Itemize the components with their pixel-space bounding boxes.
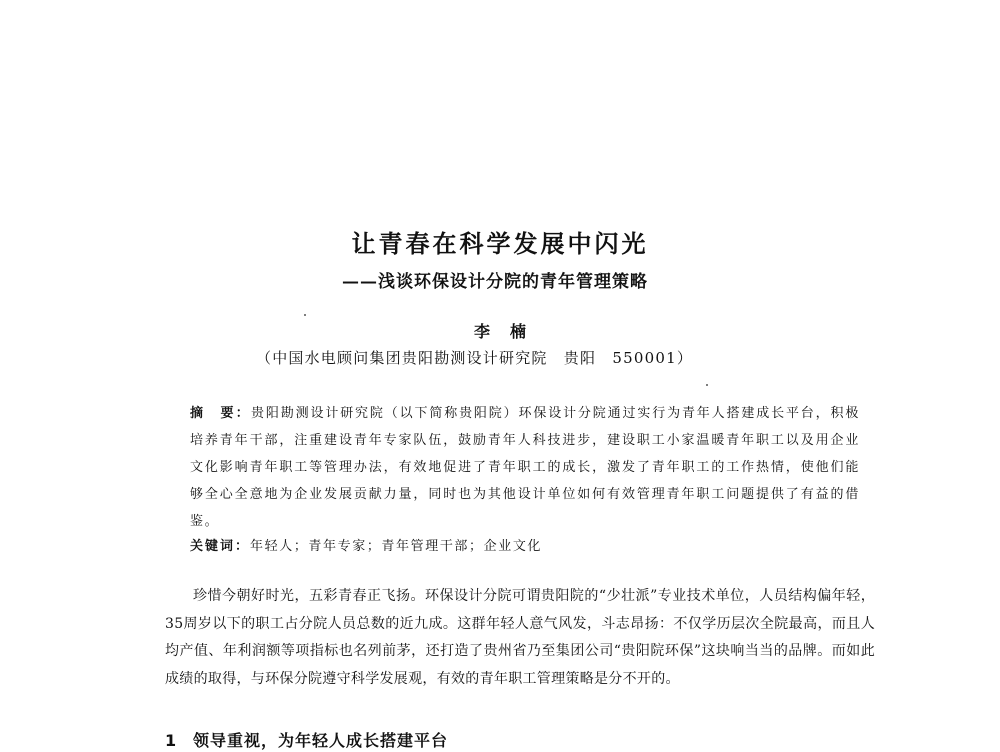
author-affiliation: （中国水电顾问集团贵阳勘测设计研究院 贵阳 550001） (256, 349, 694, 367)
abstract-label: 摘 要： (190, 406, 252, 421)
abstract-text: 贵阳勘测设计研究院（以下简称贵阳院）环保设计分院通过实行为青年人搭建成长平台，积极培养青年干部，注重建设青年专家队伍，鼓励青年人科技进步，建设职工小家温暖青年职工以及用企业文化影响青年职工等管理办法，有效地促进了青年职工的成长，激发了青年职工的工作热情，使他们能够全心全意地为企业发展贡献力量，同时也为其他设计单位如何有效管理青年职工问题提供了有益的借鉴。 (190, 406, 860, 529)
section-number: 1 (165, 731, 178, 750)
keywords-label: 关键词： (190, 539, 251, 554)
abstract (190, 400, 860, 535)
scan-speck (706, 384, 708, 386)
keywords-text: 年轻人；青年专家；青年管理干部；企业文化 (250, 539, 543, 554)
keywords (190, 535, 860, 554)
section-title: 领导重视，为年轻人成长搭建平台 (193, 731, 449, 750)
author-name: 李楠 (473, 322, 546, 341)
scan-speck (304, 314, 306, 316)
paper-subtitle: ——浅谈环保设计分院的青年管理策略 (342, 272, 648, 292)
section-heading (165, 728, 448, 751)
paper-title: 让青春在科学发展中闪光 (351, 230, 649, 258)
body-paragraph: 珍惜今朝好时光，五彩青春正飞扬。环保设计分院可谓贵阳院的“少壮派”专业技术单位，人员结构偏年轻，35周岁以下的职工占分院人员总数的近九成。这群年轻人意气风发，斗志昂扬：不仅学历层次全院最高，而且人均产值、年利润额等项指标也名列前茅，还打造了贵州省乃至集团公司“贵阳院环保”这块响当当的品牌。而如此成绩的取得，与环保分院遵守科学发展观，有效的青年职工管理策略是分不开的。 (165, 588, 875, 687)
